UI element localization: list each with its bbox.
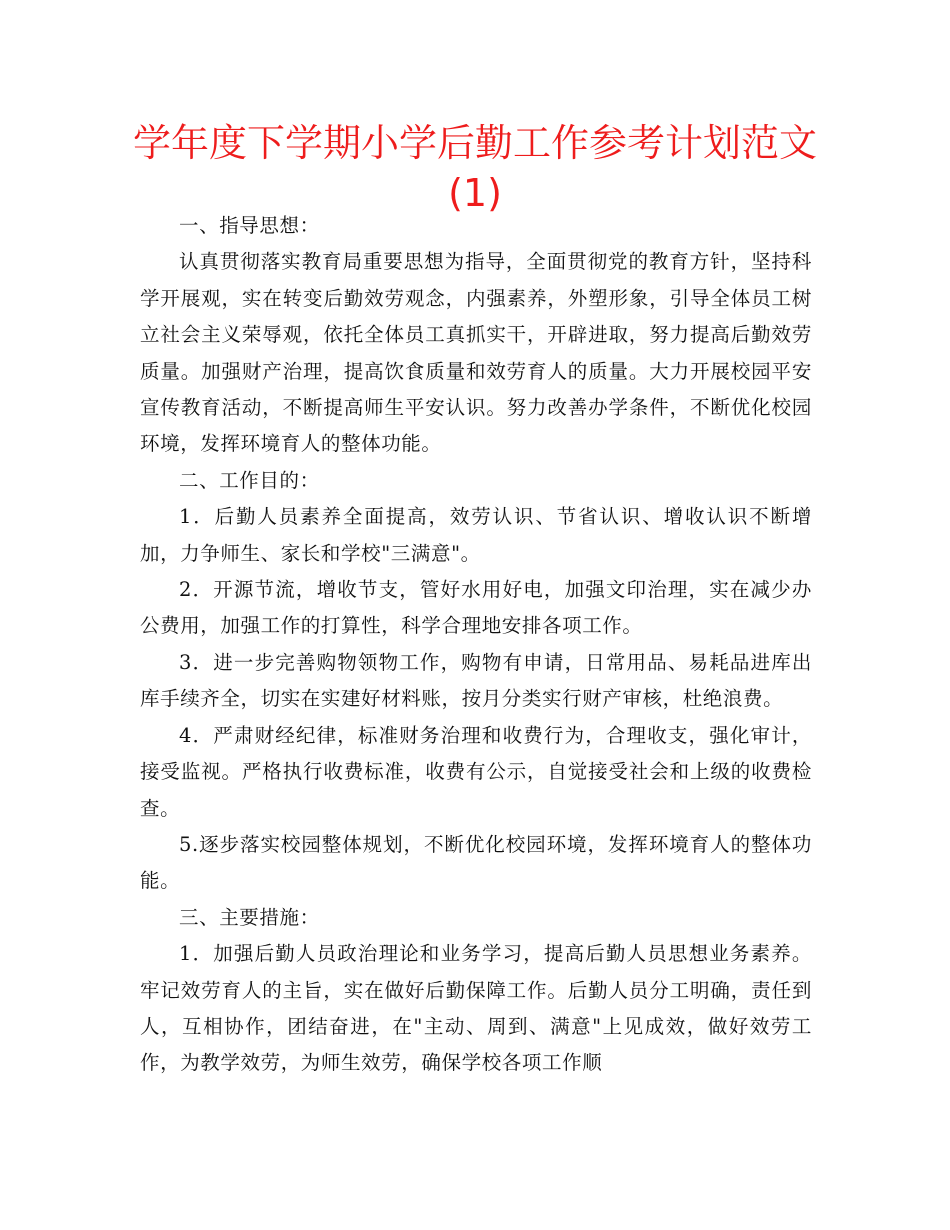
section-heading-guiding-thought: 一、指导思想： [179, 214, 320, 237]
document-body [140, 208, 812, 1082]
paragraph-goal-5: 5.逐步落实校园整体规划，不断优化校园环境，发挥环境育人的整体功能。 [140, 832, 812, 893]
section-heading-work-goals: 二、工作目的： [179, 468, 320, 492]
paragraph-goal-3: 3．进一步完善购物领物工作，购物有申请，日常用品、易耗品进库出库手续齐全，切实在实建好材料账，按月分类实行财产审核，杜绝浪费。 [140, 650, 812, 711]
paragraph-goal-1: 1．后勤人员素养全面提高，效劳认识、节省认识、增收认识不断增加，力争师生、家长和学校"三满意"。 [140, 505, 812, 565]
paragraph-goal-2: 2．开源节流，增收节支，管好水用好电，加强文印治理，实在减少办公费用，加强工作的打算性，科学合理地安排各项工作。 [140, 578, 812, 638]
document-title: 学年度下学期小学后勤工作参考计划范文(1) [132, 121, 817, 215]
paragraph-goal-4: 4．严肃财经纪律，标准财务治理和收费行为，合理收支，强化审计，接受监视。严格执行收费标准，收费有公示，自觉接受社会和上级的收费检查。 [140, 723, 812, 820]
paragraph-guiding-thought: 认真贯彻落实教育局重要思想为指导，全面贯彻党的教育方针，坚持科学开展观，实在转变后勤效劳观念，内强素养，外塑形象，引导全体员工树立社会主义荣辱观，依托全体员工真抓实干，开辟进取，努力提高后勤效劳质量。加强财产治理，提高饮食质量和效劳育人的质量。大力开展校园平安宣传教育活动，不断提高师生平安认识。努力改善办学条件，不断优化校园环境，发挥环境育人的整体功能。 [140, 250, 812, 456]
section-heading-main-measures: 三、主要措施： [179, 905, 320, 929]
paragraph-measure-1: 1．加强后勤人员政治理论和业务学习，提高后勤人员思想业务素养。牢记效劳育人的主旨，实在做好后勤保障工作。后勤人员分工明确，责任到人，互相协作，团结奋进，在"主动、周到、满意"上见成效，做好效劳工作，为教学效劳，为师生效劳，确保学校各项工作顺 [140, 942, 812, 1075]
